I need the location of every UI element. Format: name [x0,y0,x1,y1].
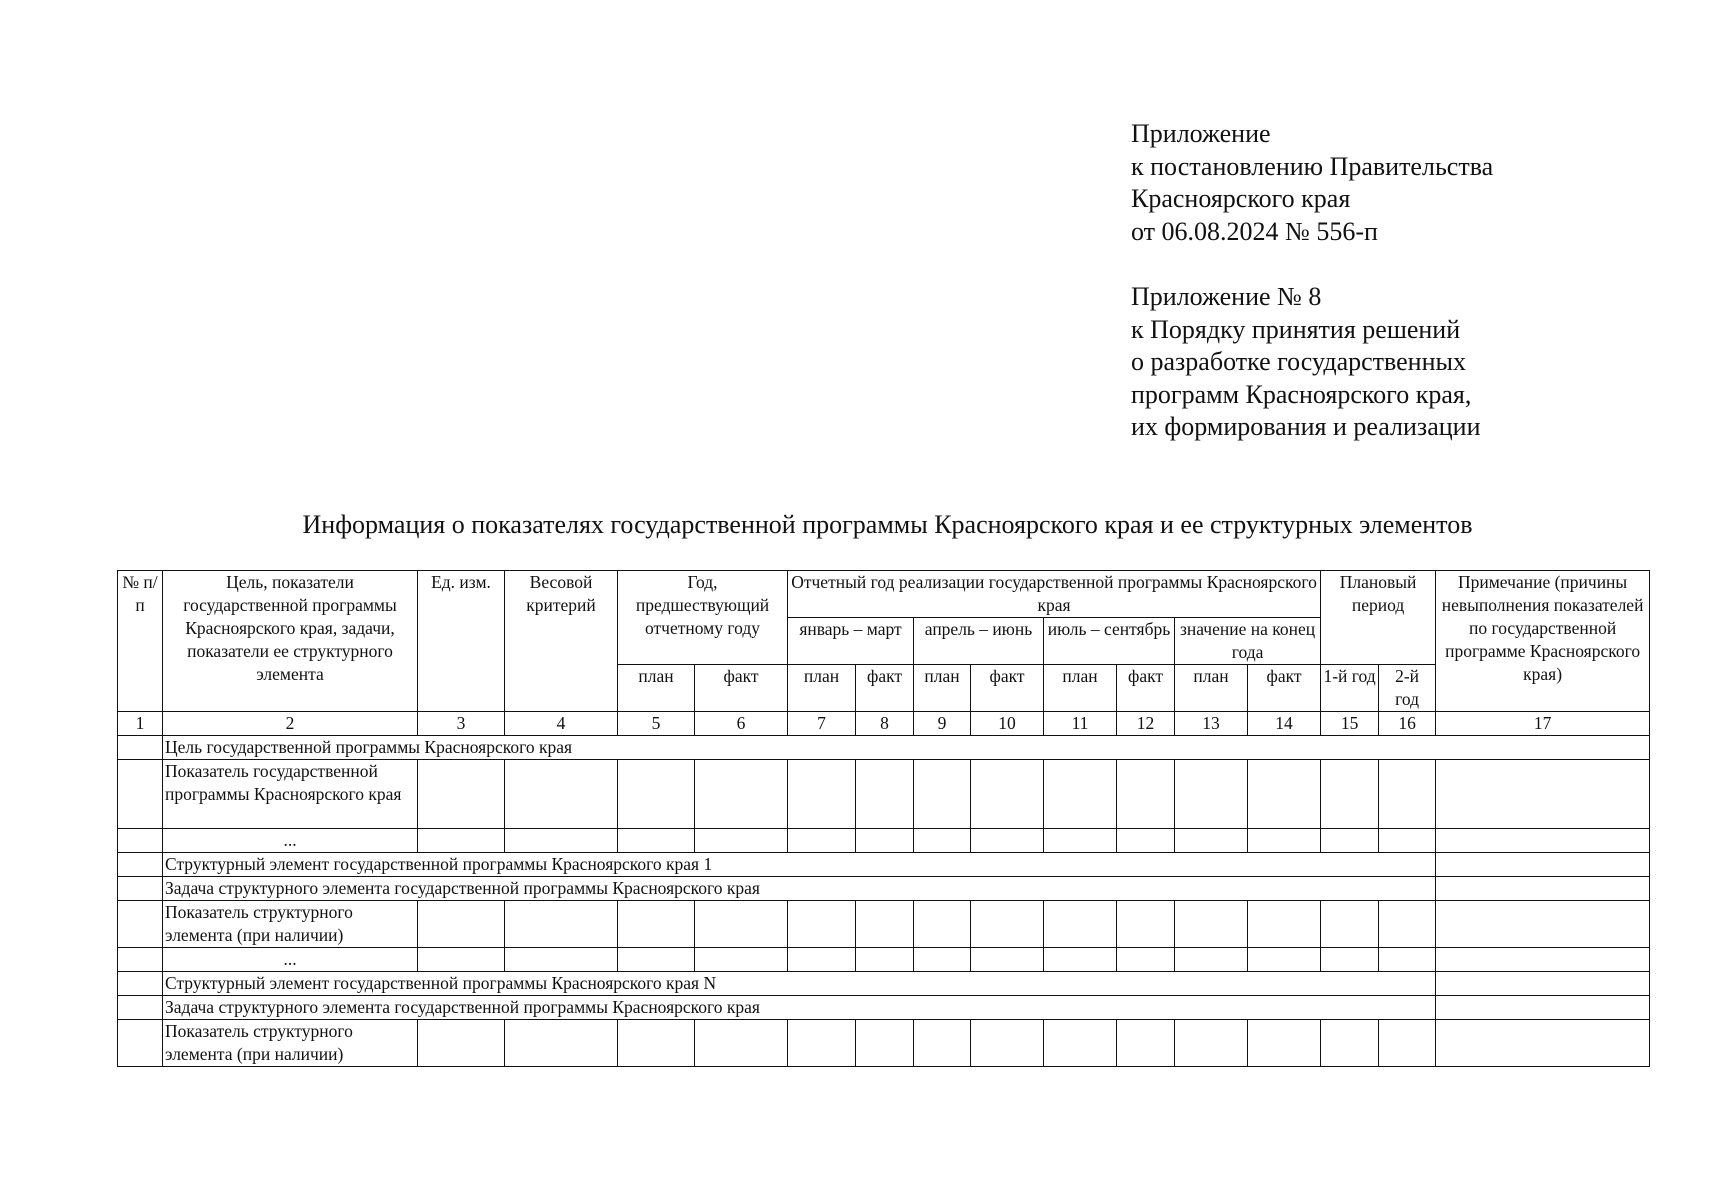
appendix-line: Приложение [1131,119,1271,148]
appendix-line: Красноярского края [1131,184,1351,213]
header-planning: Плановый период [1321,571,1436,665]
column-number: 1 [118,712,163,736]
indicators-table [117,570,1650,1067]
column-number: 13 [1175,712,1248,736]
header-unit: Ед. изм. [418,571,505,712]
table-cell [914,1020,971,1067]
table-cell [1044,948,1117,972]
header-q2: апрель – июнь [914,618,1044,665]
table-cell [1379,829,1436,853]
table-cell [695,760,788,829]
column-number: 16 [1379,712,1436,736]
table-cell [971,1020,1044,1067]
table-cell [118,760,163,829]
table-cell [914,901,971,948]
column-number: 4 [505,712,618,736]
table-cell [505,829,618,853]
table-cell [418,901,505,948]
table-cell [1175,829,1248,853]
table-cell [1044,901,1117,948]
header-plan: план [788,665,856,712]
appendix-line: к постановлению Правительства [1131,151,1494,181]
header-q3: июль – сентябрь [1044,618,1175,665]
column-number: 12 [1117,712,1175,736]
appendix-header [1131,118,1493,248]
document-title: Информация о показателях государственной программы Красноярского края и ее структурных элементов [302,510,1473,539]
header-year-1: 1-й год [1321,665,1379,712]
table-cell [118,996,163,1020]
column-numbers-row [118,712,1650,736]
appendix-line: программ Красноярского края, [1131,379,1472,409]
header-fact: факт [971,665,1044,712]
table-cell [788,1020,856,1067]
table-cell [118,853,163,877]
table-cell [971,760,1044,829]
table-cell [914,829,971,853]
task-cell: Задача структурного элемента государственной программы Красноярского края [163,996,1436,1020]
table-cell [1117,901,1175,948]
table-cell [856,760,914,829]
structural-element-cell: Структурный элемент государственной программы Красноярского края N [163,972,1436,996]
table-row-element-indicator [118,1020,1650,1067]
column-number: 6 [695,712,788,736]
header-row-1 [118,571,1650,618]
column-number: 15 [1321,712,1379,736]
table-cell [1044,829,1117,853]
column-number: 5 [618,712,695,736]
table-cell [1248,760,1321,829]
appendix-line: их формирования и реализации [1131,412,1481,441]
table-cell [505,760,618,829]
table-cell [971,901,1044,948]
header-plan: план [618,665,695,712]
table-cell [1175,760,1248,829]
appendix-line: от 06.08.2024 № 556-п [1131,216,1378,246]
table-cell [695,901,788,948]
table-cell [505,948,618,972]
table-cell [618,1020,695,1067]
table-cell [505,901,618,948]
table-cell [1436,996,1650,1020]
program-goal-cell: Цель государственной программы Красноярского края [163,736,1650,760]
table-cell [1436,829,1650,853]
table-row-program-indicator [118,760,1650,829]
table-cell [618,901,695,948]
appendix-order-header [1131,281,1480,444]
column-number: 9 [914,712,971,736]
header-year-2: 2-й год [1379,665,1436,712]
task-cell: Задача структурного элемента государственной программы Красноярского края [163,877,1436,901]
table-cell [1248,901,1321,948]
table-cell [695,829,788,853]
table-cell [971,948,1044,972]
table-cell [1321,948,1379,972]
header-prev-year: Год, предшествующий отчетному году [618,571,788,665]
table-row-structural-element-n [118,972,1650,996]
header-report-year: Отчетный год реализации государственной программы Красноярского края [788,571,1321,618]
table-cell [1321,760,1379,829]
table-cell [418,829,505,853]
header-plan: план [914,665,971,712]
table-cell [1248,829,1321,853]
table-cell [856,829,914,853]
header-fact: факт [1248,665,1321,712]
table-cell [118,901,163,948]
table-cell [1175,948,1248,972]
table-cell [1436,877,1650,901]
table-cell [618,760,695,829]
table-cell [505,1020,618,1067]
header-q1: январь – март [788,618,914,665]
table-row-task [118,877,1650,901]
column-number: 10 [971,712,1044,736]
table-cell [1248,1020,1321,1067]
table-cell [914,760,971,829]
table-cell [856,948,914,972]
table-cell [1117,760,1175,829]
table-cell [418,760,505,829]
table-cell [118,972,163,996]
table-cell [1436,853,1650,877]
table-cell [1379,901,1436,948]
table-cell [695,1020,788,1067]
table-cell [914,948,971,972]
table-cell [1117,829,1175,853]
appendix-line: к Порядку принятия решений [1131,314,1461,344]
table-cell [1436,972,1650,996]
table-cell [1175,1020,1248,1067]
element-indicator-cell: Показатель структурного элемента (при наличии) [163,1020,418,1067]
element-indicator-cell: Показатель структурного элемента (при наличии) [163,901,418,948]
header-fact: факт [1117,665,1175,712]
table-cell [1436,1020,1650,1067]
table-cell [788,760,856,829]
header-plan: план [1175,665,1248,712]
table-cell [1321,1020,1379,1067]
header-goal: Цель, показатели государственной программы Красноярского края, задачи, показатели ее структурного элемента [163,571,418,712]
dots-cell: ... [163,829,418,853]
table-cell [1321,829,1379,853]
dots-cell: ... [163,948,418,972]
table-row-dots [118,948,1650,972]
table-cell [1436,948,1650,972]
table-cell [118,1020,163,1067]
table-cell [695,948,788,972]
header-fact: факт [695,665,788,712]
table-cell [618,948,695,972]
table-cell [1044,760,1117,829]
column-number: 2 [163,712,418,736]
header-fact: факт [856,665,914,712]
table-cell [788,901,856,948]
header-weight: Весовой критерий [505,571,618,712]
table-row-dots [118,829,1650,853]
program-indicator-cell: Показатель государственной программы Красноярского края [163,760,418,829]
table-cell [118,829,163,853]
table-cell [618,829,695,853]
structural-element-cell: Структурный элемент государственной программы Красноярского края 1 [163,853,1436,877]
appendix-line: Приложение № 8 [1131,282,1322,311]
table-cell [1044,1020,1117,1067]
table-cell [1117,1020,1175,1067]
table-row-task [118,996,1650,1020]
table-cell [1379,1020,1436,1067]
table-cell [1379,948,1436,972]
table-row-program-goal [118,736,1650,760]
header-num: № п/п [118,571,163,712]
column-number: 14 [1248,712,1321,736]
table-cell [1175,901,1248,948]
table-cell [1436,901,1650,948]
table-cell [418,1020,505,1067]
table-cell [1248,948,1321,972]
table-cell [1436,760,1650,829]
appendix-line: о разработке государственных [1131,347,1466,376]
column-number: 11 [1044,712,1117,736]
table-cell [856,901,914,948]
header-year-end: значение на конец года [1175,618,1321,665]
table-cell [118,736,163,760]
column-number: 7 [788,712,856,736]
table-cell [788,948,856,972]
table-cell [1321,901,1379,948]
table-cell [1117,948,1175,972]
table-cell [856,1020,914,1067]
column-number: 3 [418,712,505,736]
table-cell [971,829,1044,853]
header-note: Примечание (причины невыполнения показателей по государственной программе Красноярского края) [1436,571,1650,712]
table-cell [418,948,505,972]
table-cell [1379,760,1436,829]
header-plan: план [1044,665,1117,712]
table-cell [118,877,163,901]
column-number: 8 [856,712,914,736]
table-cell [788,829,856,853]
table-row-element-indicator [118,901,1650,948]
column-number: 17 [1436,712,1650,736]
table-row-structural-element-1 [118,853,1650,877]
table-cell [118,948,163,972]
